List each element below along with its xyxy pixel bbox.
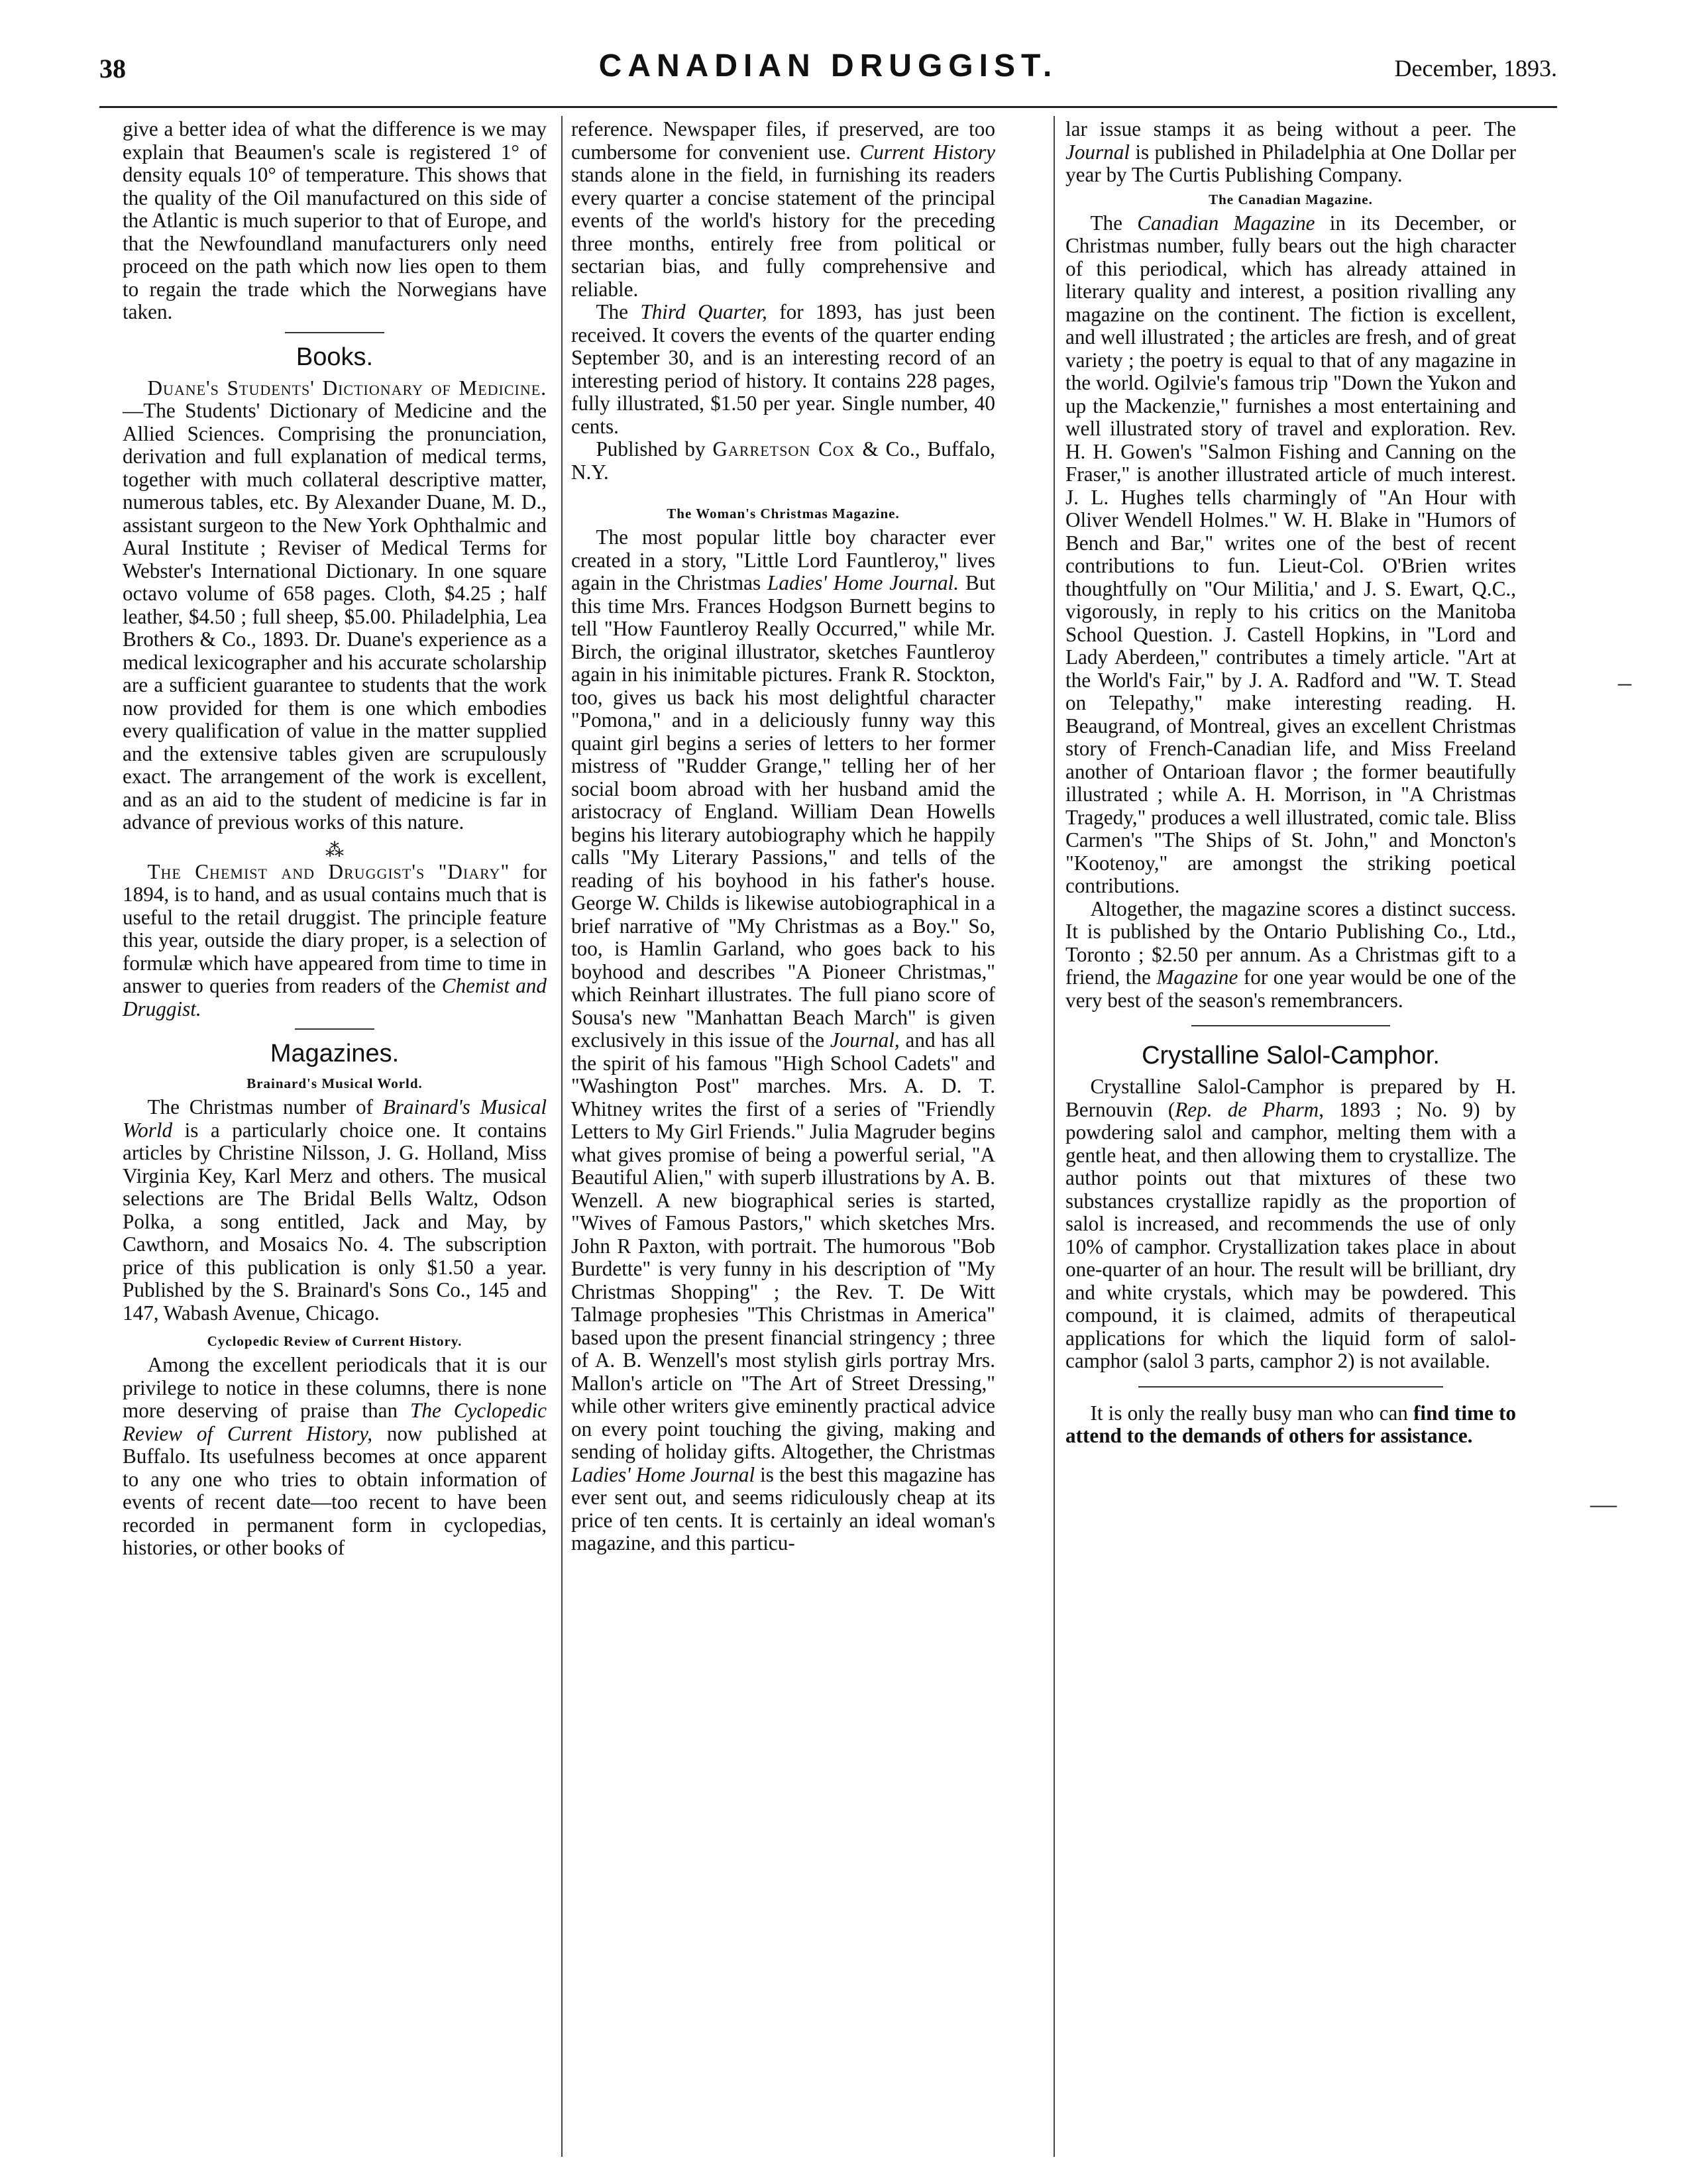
column-divider-1	[561, 116, 563, 2157]
duane-body: —The Students' Dictionary of Medicine and the Allied Sciences. Comprising the pronunciation, derivation and full explanation of medical terms, together with much collateral descriptive matter, numerous tables, etc. By Alexander Duane, M. D., assistant surgeon to the New York Ophthalmic and Aural Institute ; Reviser of Medical Terms for Webster's International Dictionary. In one square octavo volume of 658 pages. Cloth, $4.25 ; half leather, $4.50 ; full sheep, $5.00. Philadelphia, Lea Brothers & Co., 1893. Dr. Duane's experience as a medical lexicographer and his accurate scholarship are a sufficient guarantee to students that the work now provided for them is one which embodies every qualification of value in the matter supplied and the extensive tables given are scrupulously exact. The arrangement of the work is excellent, and as an aid to the student of medicine is far in advance of previous works of this nature.	[123, 399, 547, 834]
separator	[295, 1028, 374, 1030]
woman-text-a: The most popular little boy character ever created in a story, "Little Lord Fauntleroy," lives again in the Christmas	[571, 525, 995, 594]
alt-text-a: Altogether, the magazine scores a distinct success. It is published by the Ontario Publishing Co., Ltd., Toronto ; $2.50 per annum. As a Christmas gift to a friend, the	[1065, 897, 1516, 989]
diary-body: for 1894, is to hand, and as usual contains much that is useful to the retail druggist. The principle feature this year, outside the diary proper, is a selection of formulæ which have appeared from time to time in answer to queries from readers of the	[123, 859, 547, 997]
ladies-home-journal-review	[571, 526, 995, 1555]
canadian-text-b: in its December, or Christmas number, fully bears out the high character of this periodical, which has already attained in literary quality and interest, a position rivalling any magazine on the continent. The fiction is excellent, and well illustrated ; the articles are fresh, and of great variety ; the poetry is equal to that of any magazine in the world. Ogilvie's famous trip "Down the Yukon and up the Mackenzie," furnishes a most entertaining and well illustrated story of travel and exploration. Rev. H. H. Gowen's "Salmon Fishing and Canning on the Fraser," is another illustrated article of much interest. J. L. Hughes tells charmingly of "An Hour with Oliver Wendell Holmes." W. H. Blake in "Humors of Bench and Bar," writes one of the best of recent contributions to fun. Lieut-Col. O'Brien writes thoughtfully on "Our Militia,' and J. S. Ewart, Q.C., vigorously, in reply to his critics on the Manitoba School Question. J. Castell Hopkins, in "Lord and Lady Aberdeen," contributes a timely article. "Art at the World's Fair," by J. A. Radford and "W. T. Stead on Telepathy," make interesting reading. H. Beaugrand, of Montreal, gives an excellent Christmas story of French-Canadian life, and Miss Freeland another of Ontarioan flavor ; the former beautifully illustrated ; while A. H. Morrison, in "A Christmas Tragedy," produces a well illustrated, comic tale. Bliss Carmen's "The Ships of St. John," and Moncton's "Kootenoy," are amongst the striking poetical contributions.	[1065, 211, 1516, 897]
diary-italic: Chemist and Druggist.	[123, 974, 547, 1020]
salol-text-b: , 1893 ; No. 9) by powdering salol and camphor, melting them with a gentle heat, and then allowing them to crystallize. The author points out that mixtures of these two substances crystallize rapidly as the proportion of salol is increased, and recommends the use of only 10% of camphor. Crystallization takes place in about one-quarter of an hour. The result will be brilliant, dry and white crystals, which may be powdered. This compound, it is claimed, admits of therapeutical applications for which the liquid form of salol-camphor (salol 3 parts, camphor 2) is not available.	[1065, 1097, 1516, 1372]
brainard-italic: Brainard's Musical World	[123, 1095, 547, 1142]
canadian-magazine-review	[1065, 212, 1516, 898]
duane-lead: Duane's Students' Dictionary of Medicine.	[147, 376, 547, 400]
pub-name: Garretson Cox	[712, 437, 855, 461]
cyclopedic-italic: The Cyclopedic Review of Current History,	[123, 1399, 547, 1445]
oil-article-continuation: give a better idea of what the difference is we may explain that Beaumen's scale is registered 1° of density equals 10° of temperature. This shows that the quality of the Oil manufactured on this side of the Atlantic is much superior to that of Europe, and that the Newfoundland manufacturers only need proceed on the path which now lies open to them to regain the trade which the Norwegians have taken.	[123, 117, 547, 323]
column-2	[571, 118, 995, 1555]
books-heading: Books.	[296, 343, 374, 371]
cyclopedic-text-a: Among the excellent periodicals that it is our privilege to notice in these columns, there is none more deserving of praise than	[123, 1353, 547, 1422]
brainard-subheading: Brainard's Musical World.	[246, 1075, 423, 1091]
cont-text-b: stands alone in the field, in furnishing its readers every quarter a concise statement of the principal events of the world's history for the preceding three months, entirely free from political or sectarian bias, and fully comprehensive and reliable.	[571, 163, 995, 301]
salol-italic: Rep. de Pharm	[1175, 1097, 1319, 1121]
salol-camphor-article	[1065, 1075, 1516, 1373]
altogether-paragraph	[1065, 898, 1516, 1012]
woman-italic-1: Ladies' Home Journal.	[767, 571, 959, 594]
masthead	[99, 48, 1557, 87]
c3-cont-a: lar issue stamps it as being without a peer. The	[1065, 117, 1516, 140]
column-1	[123, 118, 547, 1560]
busy-text-b: find time to attend to the demands of others for assistance.	[1065, 1401, 1516, 1447]
woman-italic-3: Ladies' Home Journal	[571, 1462, 755, 1486]
third-italic: Third Quarter,	[640, 300, 767, 323]
magazines-heading: Magazines.	[270, 1040, 400, 1067]
page-number: 38	[99, 54, 126, 83]
margin-mark: —	[1590, 1489, 1617, 1519]
salol-text-a: Crystalline Salol-Camphor is prepared by H. Bernouvin (	[1065, 1075, 1516, 1121]
c3-cont-b: is published in Philadelphia at One Dollar per year by The Curtis Publishing Company.	[1065, 140, 1516, 186]
publisher-line	[571, 438, 995, 484]
journal-title: CANADIAN DRUGGIST.	[598, 48, 1058, 83]
pub-text-b: & Co., Buffalo, N.Y.	[571, 437, 996, 484]
cyclopedic-review	[123, 1354, 547, 1560]
column-3	[1065, 118, 1516, 1448]
duane-dictionary-review	[123, 377, 547, 834]
separator	[1138, 1386, 1443, 1388]
busy-man-filler	[1065, 1402, 1516, 1448]
cont-italic: Current History	[859, 140, 995, 164]
column-divider-2	[1054, 116, 1055, 2157]
alt-italic: Magazine	[1156, 965, 1238, 989]
separator	[1191, 1025, 1390, 1026]
woman-text-c: and has all the spirit of his famous "High School Cadets" and "Washington Post" marches. Mrs. A. D. T. Whitney writes the first of a series of "Friendly Letters to My Girl Friends." Julia Magruder begins what gives promise of being a powerful serial, "A Beautiful Alien," with superb illustrations by A. B. Wenzell. A new biographical series is started, "Wives of Famous Pastors," which sketches Mrs. John R Paxton, with portrait. The humorous "Bob Burdette" is very funny in his description of "My Christmas Shopping" ; the Rev. T. De Witt Talmage prophesies "This Christmas in America" based upon the present financial stringency ; three of A. B. Wenzell's most stylish girls portray Mrs. Mallon's article on "The Art of Street Dressing," while other writers give eminently practical advice on every point touching the giving, making and sending of holiday gifts. Altogether, the Christmas	[571, 1028, 996, 1463]
canadian-magazine-subheading: The Canadian Magazine.	[1209, 191, 1373, 207]
brainard-text-a: The Christmas number of	[147, 1095, 383, 1119]
asterism: ⁂	[325, 840, 344, 861]
alt-text-b: for one year would be one of the very best of the season's remembrancers.	[1065, 965, 1516, 1012]
cont-text-a: reference. Newspaper files, if preserved, are too cumbersome for convenient use.	[571, 117, 995, 164]
woman-text-b: But this time Mrs. Frances Hodgson Burnett begins to tell "How Fauntleroy Really Occurred," while Mr. Birch, the original illustrator, sketches Fauntleroy again in his inimitable pictures. Frank R. Stockton, too, gives us back his most delightful character "Pomona," and in a deliciously funny way this quaint girl begins a series of letters to her former mistress of "Rudder Grange," telling her of her social boom abroad with her husband amid the aristocracy of England. William Dean Howells begins his literary autobiography which he happily calls "My Literary Passions," and tells of the reading of his boyhood in his father's house. George W. Childs is likewise autobiographical in a brief narrative of "My Christmas as a Boy." So, too, is Hamlin Garland, who goes back to his boyhood and describes "A Pioneer Christmas," which Reinhart illustrates. The full piano score of Sousa's new "Manhattan Beach March" is given exclusively in this issue of the	[571, 571, 996, 1052]
brainard-review	[123, 1096, 547, 1325]
woman-text-d: is the best this magazine has ever sent out, and seems ridiculously cheap at its price of ten cents. It is certainly an ideal woman's magazine, and this particu-	[571, 1462, 995, 1555]
busy-text-a: It is only the really busy man who can	[1090, 1401, 1414, 1425]
diary-lead: The Chemist and Druggist's "Diary"	[147, 859, 510, 883]
third-text-b: for 1893, has just been received. It covers the events of the quarter ending September 30, and is an interesting record of an interesting period of history. It contains 228 pages, fully illustrated, $1.50 per year. Single number, 40 cents.	[571, 300, 995, 438]
header-rule	[99, 106, 1557, 108]
issue-date: December, 1893.	[1394, 55, 1557, 82]
diary-review	[123, 861, 547, 1021]
third-text-a: The	[596, 300, 641, 323]
woman-italic-2: Journal,	[830, 1028, 900, 1052]
canadian-text-a: The	[1090, 211, 1138, 235]
canadian-italic: Canadian Magazine	[1137, 211, 1315, 235]
cyclopedic-continuation	[571, 118, 995, 301]
pub-text-a: Published by	[596, 437, 713, 461]
cyclopedic-subheading: Cyclopedic Review of Current History.	[207, 1333, 462, 1349]
brainard-text-b: is a particularly choice one. It contains articles by Christine Nilsson, J. G. Holland, Miss Virginia Key, Karl Merz and others. The musical selections are The Bridal Bells Waltz, Odson Polka, a song entitled, Jack and May, by Cawthorn, and Mosaics No. 4. The subscription price of this publication is only $1.50 a year. Published by the S. Brainard's Sons Co., 145 and 147, Wabash Avenue, Chicago.	[123, 1118, 547, 1325]
margin-mark: –	[1618, 667, 1631, 697]
cyclopedic-text-b: now published at Buffalo. Its usefulness becomes at once apparent to any one who tries to obtain information of events of recent date—too recent to have been recorded in permanent form in cyclopedias, histories, or other books of	[123, 1421, 547, 1559]
womans-magazine-subheading: The Woman's Christmas Magazine.	[667, 506, 900, 521]
third-quarter-paragraph	[571, 301, 995, 438]
salol-camphor-heading: Crystalline Salol-Camphor.	[1142, 1042, 1440, 1069]
c3-cont-italic: Journal	[1065, 140, 1130, 164]
journal-continuation	[1065, 118, 1516, 187]
separator	[285, 332, 384, 333]
